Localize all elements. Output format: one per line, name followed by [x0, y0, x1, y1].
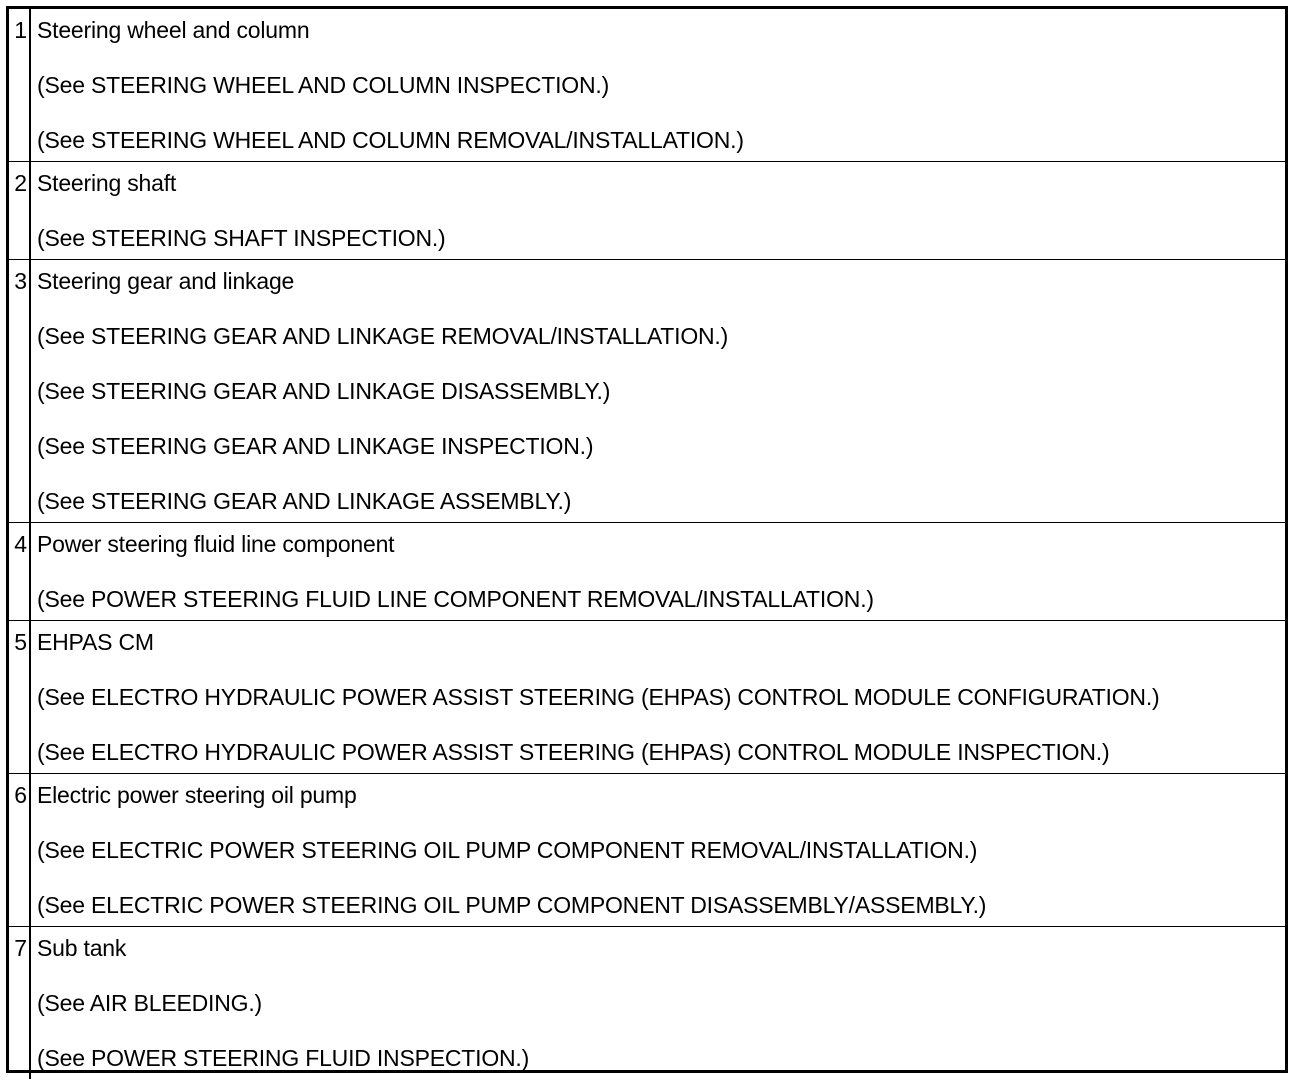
row-content — [31, 774, 1285, 926]
table-row — [9, 523, 1285, 621]
row-content — [31, 162, 1285, 259]
row-title: Sub tank — [37, 935, 127, 961]
row-title: Steering shaft — [37, 170, 177, 196]
table-row — [9, 621, 1285, 774]
row-title: Power steering fluid line component — [37, 531, 395, 557]
row-content — [31, 621, 1285, 773]
row-title: EHPAS CM — [37, 629, 154, 655]
reference-link[interactable]: (See STEERING GEAR AND LINKAGE ASSEMBLY.) — [37, 488, 572, 514]
table-row — [9, 260, 1285, 523]
reference-link[interactable]: (See POWER STEERING FLUID LINE COMPONENT REMOVAL/INSTALLATION.) — [37, 586, 874, 612]
reference-link[interactable]: (See ELECTRIC POWER STEERING OIL PUMP COMPONENT REMOVAL/INSTALLATION.) — [37, 837, 978, 863]
reference-link[interactable]: (See STEERING GEAR AND LINKAGE REMOVAL/INSTALLATION.) — [37, 323, 729, 349]
table-row — [9, 162, 1285, 260]
row-number: 5 — [9, 621, 31, 773]
reference-link[interactable]: (See STEERING WHEEL AND COLUMN INSPECTION.) — [37, 72, 610, 98]
component-table — [6, 6, 1288, 1073]
table-row — [9, 927, 1285, 1079]
reference-link[interactable]: (See STEERING GEAR AND LINKAGE DISASSEMBLY.) — [37, 378, 611, 404]
row-content — [31, 260, 1285, 522]
row-content — [31, 523, 1285, 620]
row-content — [31, 927, 1285, 1079]
row-number: 7 — [9, 927, 31, 1079]
row-content — [31, 9, 1285, 161]
row-number: 3 — [9, 260, 31, 522]
reference-link[interactable]: (See STEERING WHEEL AND COLUMN REMOVAL/INSTALLATION.) — [37, 127, 744, 153]
reference-link[interactable]: (See AIR BLEEDING.) — [37, 990, 262, 1016]
reference-link[interactable]: (See ELECTRIC POWER STEERING OIL PUMP COMPONENT DISASSEMBLY/ASSEMBLY.) — [37, 892, 987, 918]
row-number: 4 — [9, 523, 31, 620]
row-number: 1 — [9, 9, 31, 161]
row-title: Steering wheel and column — [37, 17, 310, 43]
reference-link[interactable]: (See ELECTRO HYDRAULIC POWER ASSIST STEERING (EHPAS) CONTROL MODULE CONFIGURATION.) — [37, 684, 1160, 710]
reference-link[interactable]: (See STEERING SHAFT INSPECTION.) — [37, 225, 446, 251]
row-title: Electric power steering oil pump — [37, 782, 357, 808]
reference-link[interactable]: (See STEERING GEAR AND LINKAGE INSPECTION.) — [37, 433, 594, 459]
reference-link[interactable]: (See ELECTRO HYDRAULIC POWER ASSIST STEERING (EHPAS) CONTROL MODULE INSPECTION.) — [37, 739, 1110, 765]
table-row — [9, 774, 1285, 927]
row-title: Steering gear and linkage — [37, 268, 295, 294]
row-number: 6 — [9, 774, 31, 926]
table-row — [9, 9, 1285, 162]
reference-link[interactable]: (See POWER STEERING FLUID INSPECTION.) — [37, 1045, 530, 1071]
row-number: 2 — [9, 162, 31, 259]
